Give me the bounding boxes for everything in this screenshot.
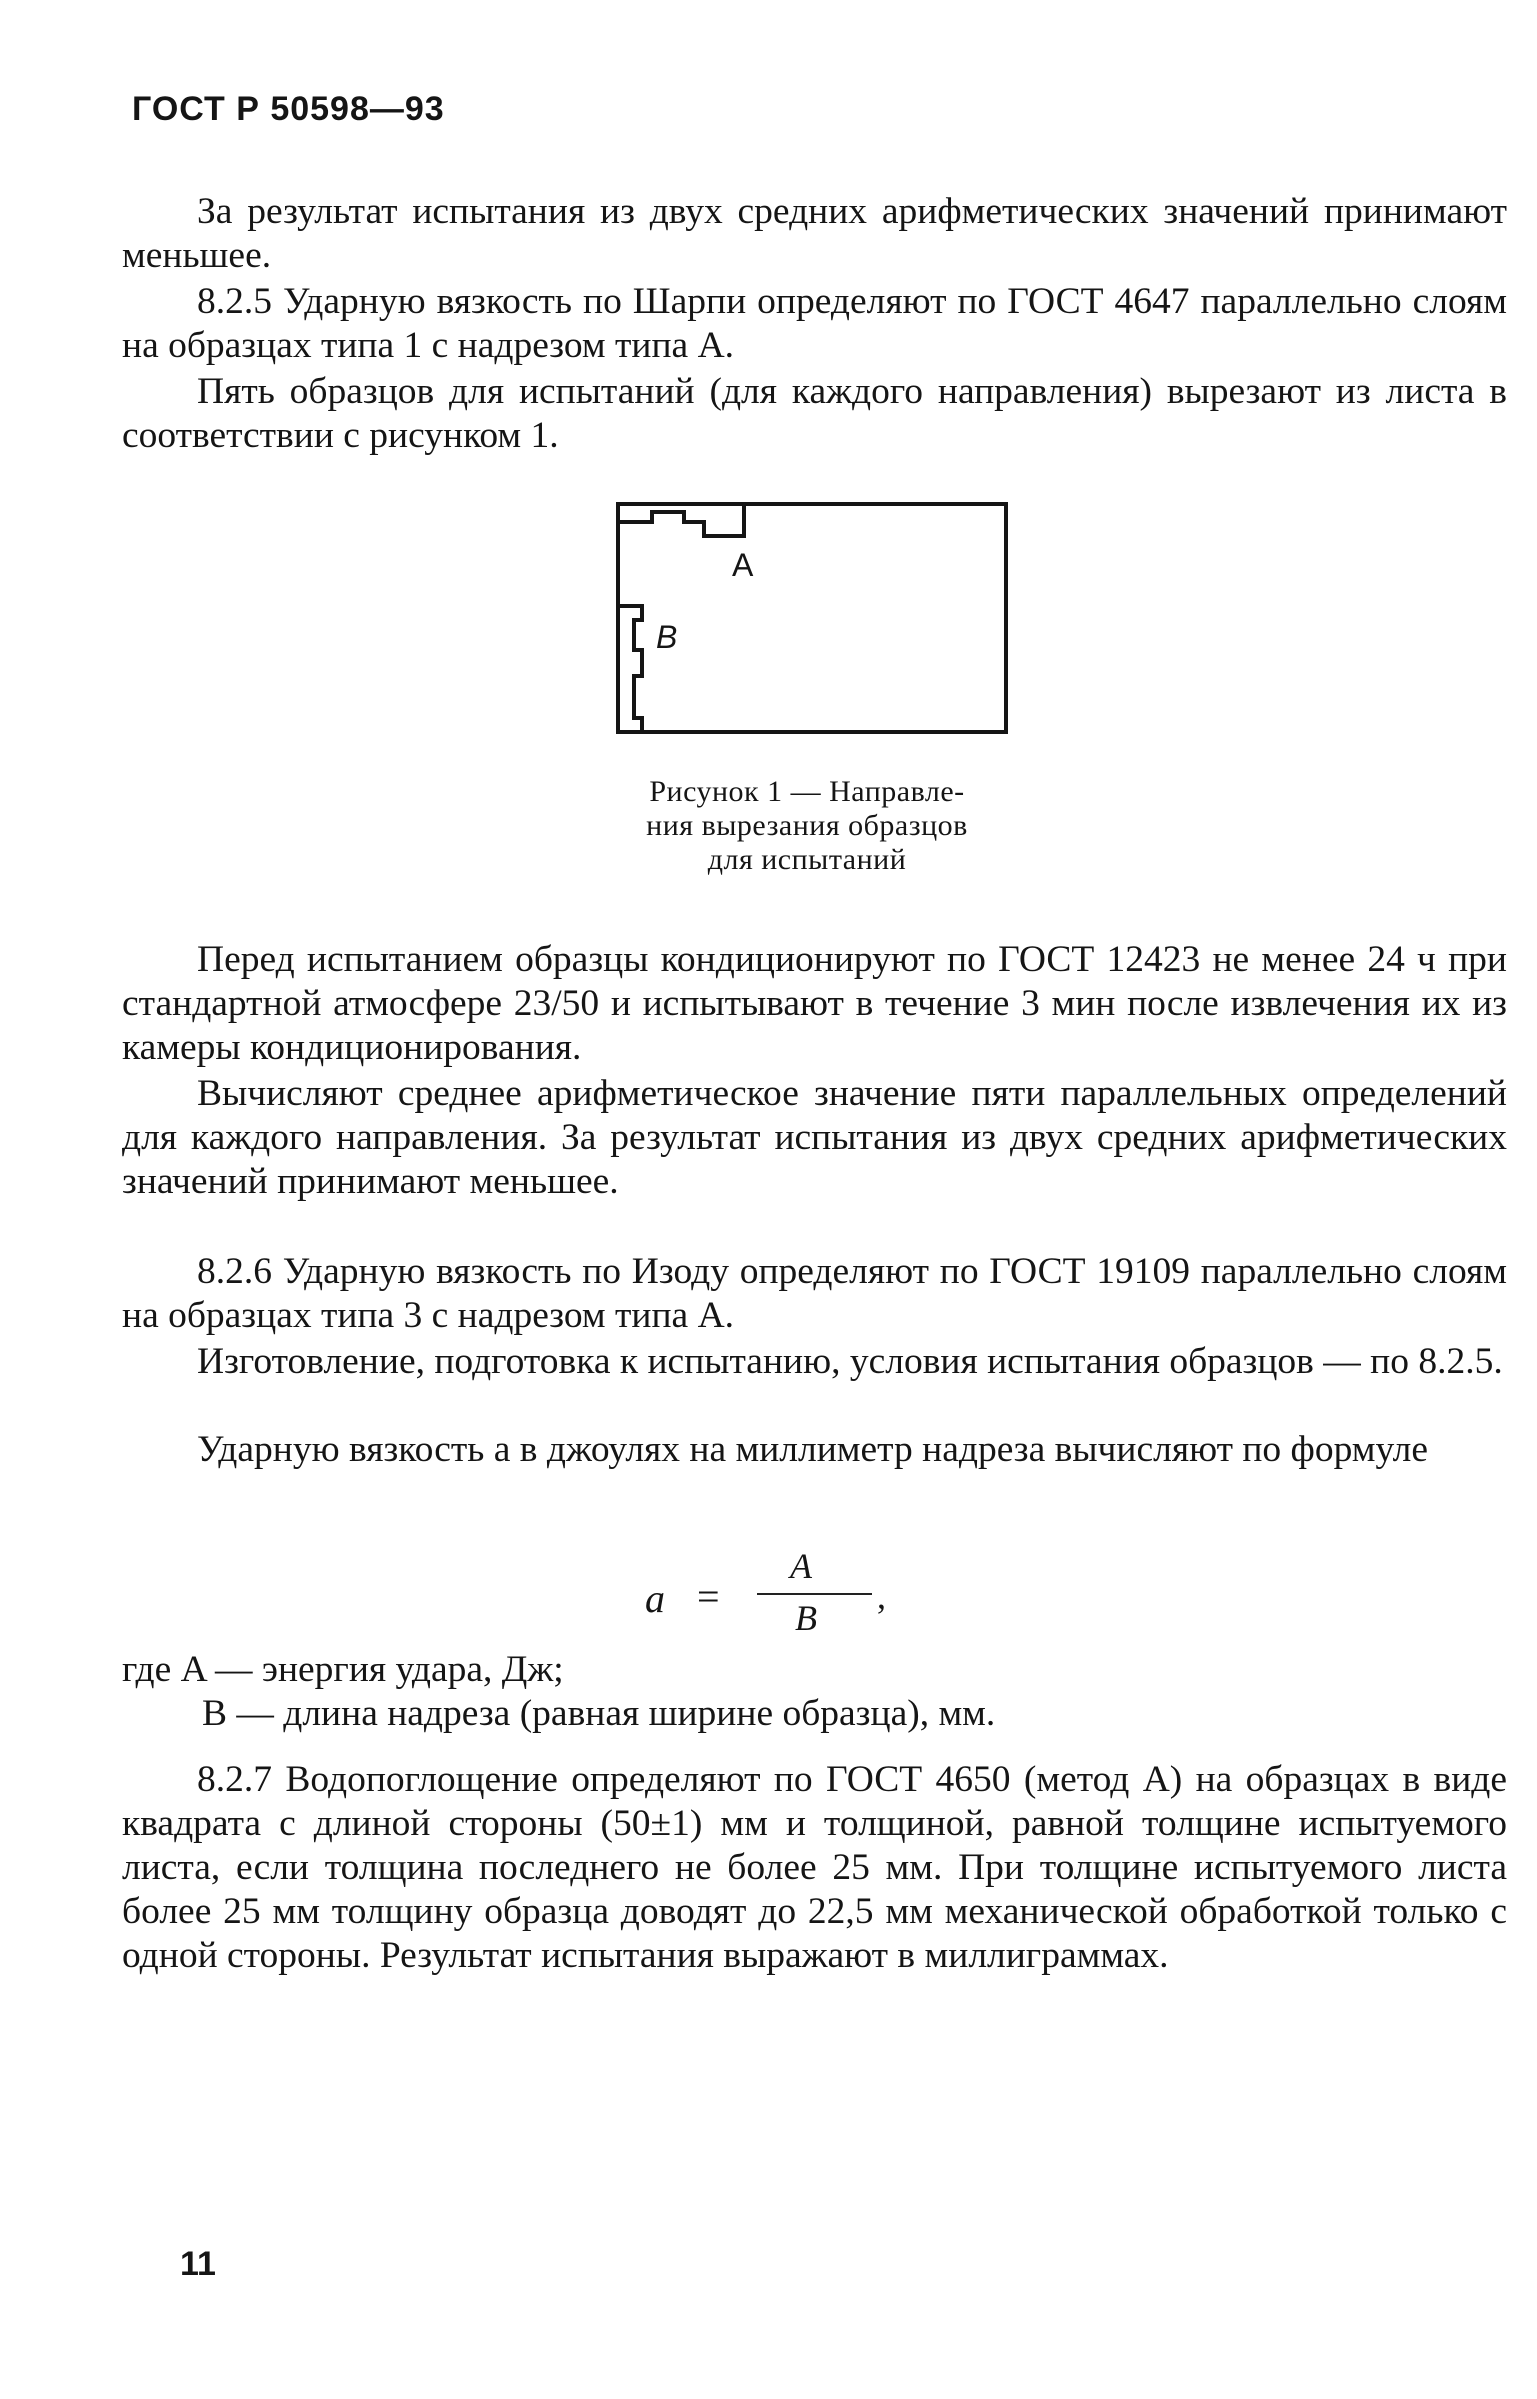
- where-line-b: B — длина надреза (равная ширине образца), мм.: [202, 1693, 996, 1734]
- formula-denominator: B: [795, 1598, 817, 1638]
- sheet-outline: [618, 504, 1006, 732]
- page-number: 11: [180, 2245, 216, 2283]
- document-header: ГОСТ Р 50598—93: [132, 90, 445, 128]
- paragraph-conditioning: Перед испытанием образцы кондиционируют по ГОСТ 12423 не менее 24 ч при стандартной атмосфере 23/50 и испытывают в течение 3 мин после извлечения их из камеры кондиционирования.: [122, 939, 1507, 1068]
- paragraph-average: Вычисляют среднее арифметическое значение пяти параллельных определений для каждого направления. За результат испытания из двух средних арифметических значений принимают меньшее.: [122, 1073, 1507, 1202]
- formula-impact-strength: [645, 1545, 905, 1645]
- paragraph-preparation: Изготовление, подготовка к испытанию, условия испытания образцов — по 8.2.5.: [197, 1341, 1503, 1382]
- paragraph-result: За результат испытания из двух средних арифметических значений принимают меньшее.: [122, 191, 1507, 276]
- label-a: А: [732, 547, 754, 583]
- formula-lhs: a: [645, 1576, 665, 1621]
- label-b: В: [656, 619, 678, 655]
- paragraph-impact-formula: Ударную вязкость a в джоулях на миллиметр надреза вычисляют по формуле: [197, 1429, 1428, 1470]
- paragraph-8-2-7: 8.2.7 Водопоглощение определяют по ГОСТ 4650 (метод А) на образцах в виде квадрата с длиной стороны (50±1) мм и толщиной, равной толщине испытуемого листа, если толщина последнего не более 25 мм. При толщине испытуемого листа более 25 мм толщину образца доводят до 22,5 мм механической обработкой только с одной стороны. Результат испытания выражают в миллиграммах.: [122, 1759, 1507, 1976]
- paragraph-specimens: Пять образцов для испытаний (для каждого направления) вырезают из листа в соответствии с рисунком 1.: [122, 371, 1507, 456]
- caption-line: ния вырезания образцов: [646, 809, 968, 842]
- figure-cutting-directions: [612, 498, 1012, 738]
- where-line-a: где A — энергия удара, Дж;: [122, 1649, 564, 1690]
- specimen-b-outline: [618, 606, 642, 732]
- caption-line: Рисунок 1 — Направле-: [649, 775, 965, 808]
- fraction-bar: [757, 1593, 872, 1595]
- figure-caption: [572, 775, 1042, 877]
- formula-equals: =: [697, 1574, 720, 1619]
- formula-numerator: A: [790, 1546, 812, 1586]
- formula-comma: ,: [877, 1576, 886, 1616]
- paragraph-8-2-5: 8.2.5 Ударную вязкость по Шарпи определяют по ГОСТ 4647 параллельно слоям на образцах типа 1 с надрезом типа А.: [122, 281, 1507, 366]
- paragraph-8-2-6: 8.2.6 Ударную вязкость по Изоду определяют по ГОСТ 19109 параллельно слоям на образцах типа 3 с надрезом типа А.: [122, 1251, 1507, 1336]
- caption-line: для испытаний: [707, 843, 907, 876]
- specimen-a-outline: [618, 504, 744, 536]
